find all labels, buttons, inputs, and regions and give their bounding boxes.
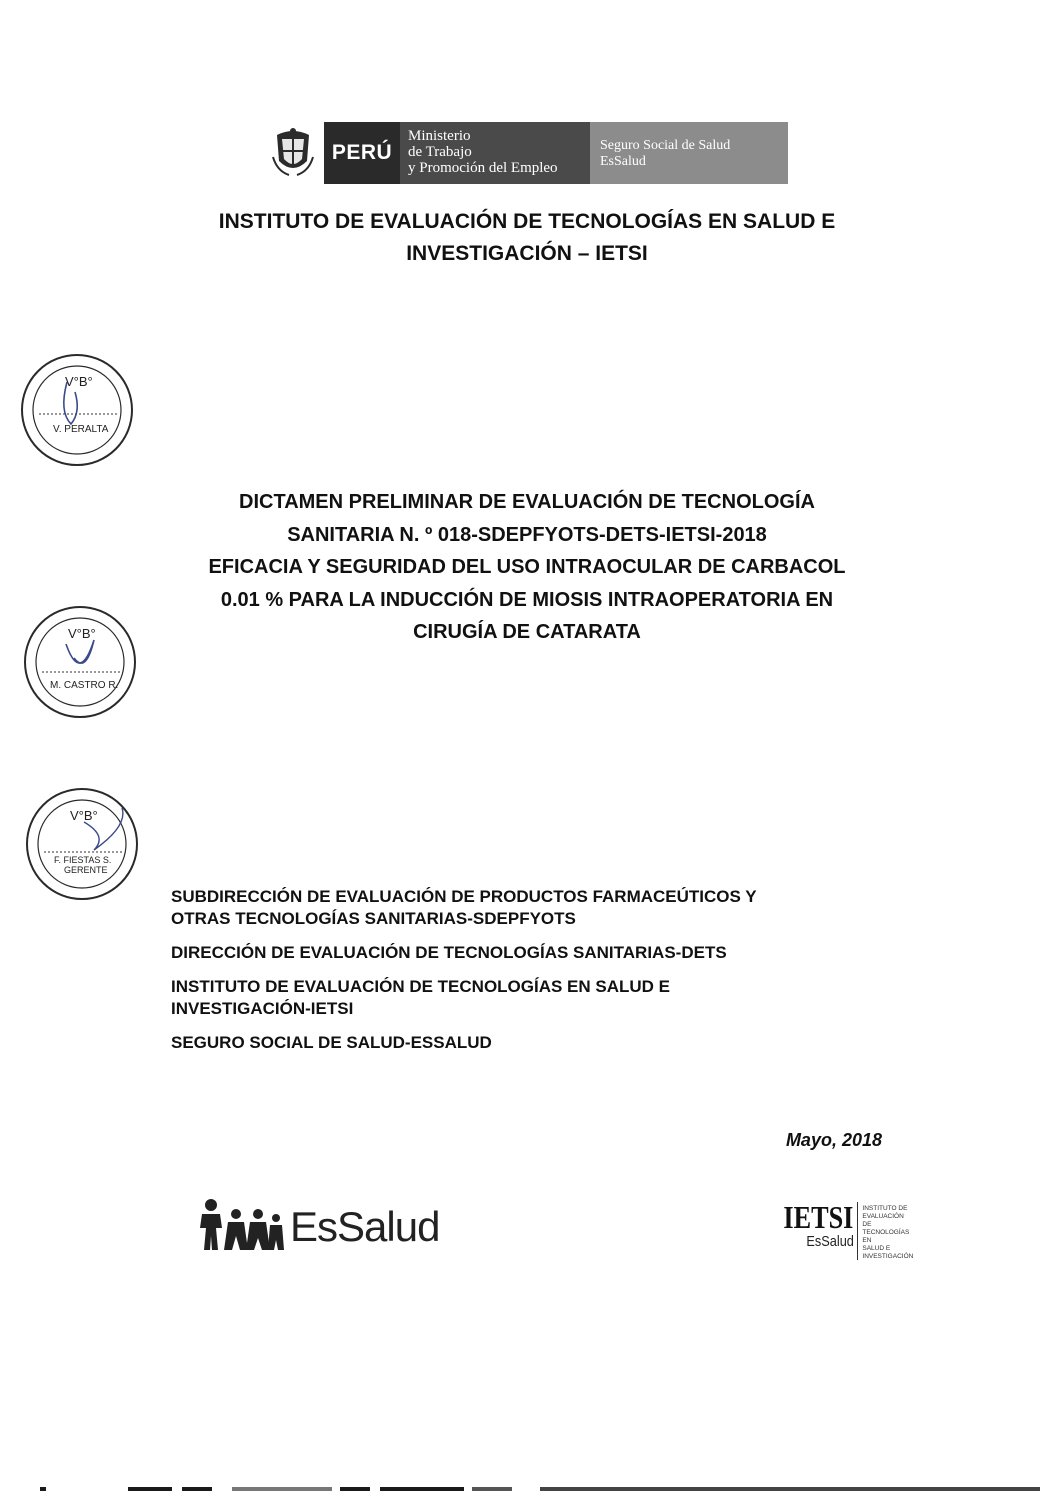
svg-text:V. PERALTA: V. PERALTA <box>53 424 109 435</box>
org-entry: DIRECCIÓN DE EVALUACIÓN DE TECNOLOGÍAS SANITARIAS-DETS <box>171 943 727 962</box>
footer-mark <box>232 1487 332 1491</box>
document-date: Mayo, 2018 <box>785 1130 882 1150</box>
approval-stamp-peralta <box>19 352 135 468</box>
svg-text:V°B°: V°B° <box>70 808 98 823</box>
ministry-label: Ministerio de Trabajo y Promoción del Empleo <box>400 122 590 184</box>
essalud-logo <box>198 1188 458 1254</box>
footer-mark <box>182 1487 212 1491</box>
footer-mark <box>128 1487 172 1491</box>
dictamen-title: DICTAMEN PRELIMINAR DE EVALUACIÓN DE TECNOLOGÍA SANITARIA N. º 018-SDEPFYOTS-DETS-IETSI-2018 EFICACIA Y SEGURIDAD DEL USO INTRAOCULAR DE CARBACOL 0.01 % PARA LA INDUCCIÓN DE MIOSIS INTRAOPERATORIA EN CIRUGÍA DE CATARATA <box>208 491 846 643</box>
svg-text:V°B°: V°B° <box>68 626 96 641</box>
header-banner <box>262 122 788 184</box>
ietsi-subwordmark: EsSalud <box>805 1233 854 1250</box>
org-entry: SEGURO SOCIAL DE SALUD-ESSALUD <box>171 1033 492 1052</box>
coat-of-arms-icon <box>262 122 324 184</box>
org-entry: INSTITUTO DE EVALUACIÓN DE TECNOLOGÍAS EN SALUD E INVESTIGACIÓN-IETSI <box>171 977 671 1018</box>
approval-stamp-fiestas <box>24 786 140 902</box>
essalud-wordmark: EsSalud <box>290 1203 440 1250</box>
svg-text:F. FIESTAS S.: F. FIESTAS S. <box>54 855 112 865</box>
agency-label: Seguro Social de Salud EsSalud <box>590 122 788 184</box>
svg-text:V°B°: V°B° <box>65 374 93 389</box>
ietsi-description: INSTITUTO DE EVALUACIÓN DE TECNOLOGÍAS EN SALUD E INVESTIGACIÓN <box>862 1205 914 1260</box>
footer-mark <box>472 1487 512 1491</box>
signature-scribble <box>66 640 94 663</box>
ietsi-logo <box>768 1199 918 1260</box>
footer-mark <box>540 1487 1040 1491</box>
svg-text:M. CASTRO R.: M. CASTRO R. <box>50 680 119 691</box>
family-figures-icon <box>198 1198 284 1254</box>
institute-title: INSTITUTO DE EVALUACIÓN DE TECNOLOGÍAS EN SALUD E INVESTIGACIÓN – IETSI <box>218 210 836 265</box>
ietsi-wordmark: IETSI <box>783 1199 854 1235</box>
svg-text:GERENTE: GERENTE <box>64 865 108 875</box>
org-entry: SUBDIRECCIÓN DE EVALUACIÓN DE PRODUCTOS FARMACEÚTICOS Y OTRAS TECNOLOGÍAS SANITARIAS-SDEPFYOTS <box>171 887 757 928</box>
footer-mark <box>340 1487 370 1491</box>
footer-mark <box>380 1487 464 1491</box>
organizations-list <box>171 886 891 1066</box>
footer-mark <box>40 1487 46 1491</box>
approval-stamp-castro <box>22 604 138 720</box>
country-label: PERÚ <box>324 122 400 184</box>
